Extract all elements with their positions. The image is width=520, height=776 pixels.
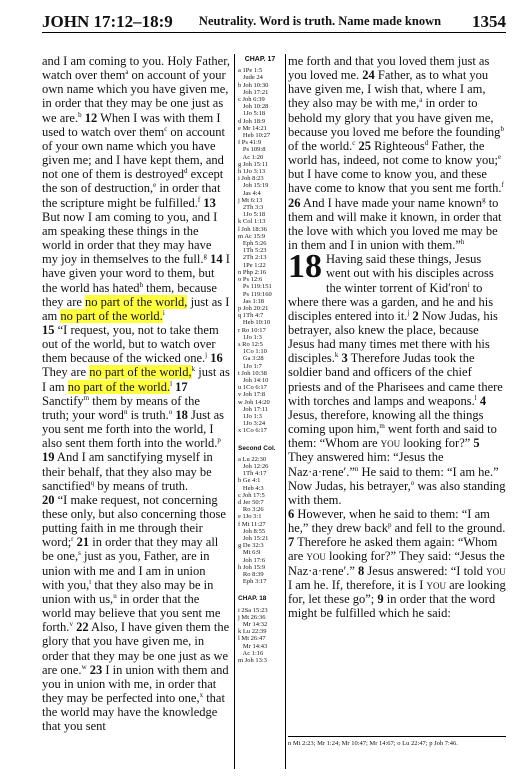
highlighted-text: no part of the world, (89, 365, 192, 380)
page-title: Neutrality. Word is truth. Name made known (198, 14, 442, 28)
cross-reference: Ps 109:8 (238, 146, 266, 154)
verse-number: 5 (473, 436, 480, 451)
highlighted-text: no part of the world. (67, 379, 171, 394)
cross-reference: Ro 8:39 (238, 571, 264, 579)
cross-reference: j Mt 6:13 (238, 196, 263, 204)
cross-reference: 1Jo 5:18 (238, 211, 266, 219)
cross-reference: a 1Pe 1:5 (238, 67, 263, 75)
cross-reference: m Ac 15:9 (238, 232, 266, 240)
cross-reference: Eph 5:26 (238, 240, 267, 248)
chapter-17-heading: CHAP. 17 (244, 56, 276, 63)
verse-number: 4 (479, 393, 487, 408)
footnote-marker: f (197, 195, 201, 204)
verse-number: 6 (288, 507, 295, 521)
cross-reference: Joh 12:26 (238, 462, 269, 470)
small-caps-text: you (380, 436, 401, 451)
footnote-marker: a (125, 68, 129, 76)
footnote-marker: r (71, 535, 74, 544)
chapter-number: 18 (288, 248, 322, 286)
footnote-marker: f (501, 181, 504, 190)
cross-reference: Ro 3:26 (238, 506, 264, 514)
footnote-marker: o (168, 407, 173, 416)
highlighted-text: no part of the world. (60, 308, 163, 323)
footnote-marker: x (199, 690, 204, 699)
cross-reference: Heb 4:3 (238, 484, 264, 492)
footnote-marker: h (460, 237, 465, 246)
footnote-marker: g (203, 252, 207, 261)
small-caps-text: you (426, 577, 446, 592)
cross-reference: w Joh 14:20 (238, 398, 270, 406)
cross-reference: q 1Th 4:7 (238, 312, 264, 320)
cross-reference: Joh 10:28 (238, 103, 269, 111)
cross-reference: 2Th 2:13 (238, 254, 267, 262)
cross-reference: Mr 14:32 (238, 621, 268, 629)
verse-number: 9 (377, 591, 384, 606)
small-caps-text: you (486, 563, 506, 578)
verse-number: 24 (362, 68, 375, 83)
footnote-marker: b (78, 110, 82, 119)
footnote-marker: l (474, 393, 477, 402)
footnote-marker: p (387, 521, 392, 529)
cross-reference: u 1Co 6:17 (238, 384, 267, 392)
cross-reference: t Joh 10:38 (238, 369, 267, 377)
chapter-reference: JOHN 17:12–18:9 (42, 12, 173, 31)
verse-number: 17 (175, 379, 188, 394)
cross-reference: f Mt 11:27 (238, 520, 266, 528)
footnote-marker: q (90, 478, 95, 487)
footnote-marker: t (89, 577, 92, 586)
cross-reference: l Mt 26:47 (238, 635, 266, 643)
cross-reference: i 2Sa 15:23 (238, 606, 268, 614)
cross-reference: e 1Jo 3:1 (238, 513, 262, 521)
verse-number: 12 (84, 110, 98, 125)
cross-reference: i Joh 8:23 (238, 175, 264, 183)
cross-reference: Joh 14:10 (238, 376, 269, 384)
footnote-marker: j (205, 351, 208, 360)
cross-reference: r Ro 10:17 (238, 326, 266, 334)
chapter-17-references (235, 67, 285, 434)
cross-reference: d Joh 18:9 (238, 117, 266, 125)
second-col-heading: Second Col. (238, 444, 276, 452)
cross-reference: 1Jo 1:3 (238, 333, 262, 341)
cross-reference: c Joh 17:5 (238, 491, 265, 499)
verse-paragraph: me forth and that you loved them just as you loved me. 24 Father, as to what you have given me, I wish that, where I am, they also may be with me,$^a$ in order to behold my glory that you have given me, because you loved me before the founding$^b$ of the world.$^c$ 25 Righteous$^d$ Father, the world has, indeed, not come to know you;$^e$ but I have come to know you, and these have come to know that you sent me forth.$^f$ 26 And I have made your name known$^g$ to them and will make it known, in order that the love with which you loved me may be in them and I in union with them.”$^h$ (288, 54, 504, 253)
footnote-marker: v (69, 620, 73, 629)
verse-number: 8 (358, 563, 365, 578)
cross-reference: Jude 24 (238, 74, 263, 82)
verse-paragraph: 18 Having said these things, Jesus went out with his disciples across the winter torrent of Kid′ron$^i$ to where there was a garden, and he and his disciples entered into it.$^j$ 2 Now Judas, his betrayer, also knew the place, because Jesus had many times met there with his disciples.$^k$ 3 Therefore Judas took the soldier band and officers of the chief priests and of the Pharisees and came there with torches and lamps and weapons.$^l$ 4 Jesus, therefore, knowing all the things coming upon him,$^m$ went forth and said to them: “Whom are you looking for?” 5 They answered him: “Jesus the Naz·a·rene′.”$^n$ He said to them: “I am he.” Now Judas, his betrayer,$^o$ was also standing with them. (288, 248, 506, 507)
cross-reference: Eph 3:17 (238, 578, 267, 586)
cross-reference: j Mt 26:36 (238, 613, 266, 621)
verse-number: 25 (358, 138, 371, 153)
cross-reference: e Mr 14:21 (238, 124, 267, 132)
cross-reference: h 1Jo 3:13 (238, 168, 266, 176)
verse-number: 18 (175, 407, 188, 422)
footnote-marker: m (83, 393, 90, 402)
footnote-marker: w (81, 662, 87, 671)
cross-reference: Ac 1:16 (238, 649, 264, 657)
page-header (42, 6, 506, 33)
footnote-marker: n (123, 407, 128, 416)
cross-reference: n Php 2:16 (238, 268, 267, 276)
footnote-marker: s (78, 549, 81, 558)
cross-reference-column (234, 54, 286, 769)
footnote-marker: c (164, 124, 168, 133)
cross-reference: Mt 6:9 (238, 549, 261, 557)
verse-paragraph: 6 However, when he said to them: “I am he,” they drew back$^p$ and fell to the ground. 7 Therefore he asked them again: “Whom are you looking for?” They said: “Jesus the Naz·a·rene′.” 8 Jesus answered: “I told you I am he. If, therefore, it is I you are looking for, let these go”; 9 in order that the word might be fulfilled which he said: (288, 507, 506, 621)
cross-reference: b Ge 4:1 (238, 477, 261, 485)
footnote-marker: i (162, 308, 165, 317)
cross-reference: Heb 10:10 (238, 319, 271, 327)
verse-number: 15 (42, 322, 55, 337)
cross-reference: x 1Co 6:17 (238, 427, 267, 435)
highlighted-text: no part of the world, (85, 294, 188, 309)
cross-reference: Jas 1:18 (238, 297, 264, 305)
footnote: n Mt 2:23; Mr 1:24; Mr 10:47; Mr 14:67; o Lu 22:47; p Joh 7:46. (288, 736, 506, 748)
verse-number: 19 (42, 450, 55, 465)
cross-reference: Ps 119:160 (238, 290, 272, 298)
footnote-marker: c (352, 138, 356, 147)
footnote-marker: i (467, 280, 470, 289)
cross-reference: 2Th 3:3 (238, 204, 264, 212)
text-column-left (42, 54, 230, 734)
page-number: 1354 (472, 12, 506, 31)
verse-paragraph: and I am coming to you. Holy Father, watch over them$^a$ on account of your own name which you have given me, in order that they may be one just as we are.$^b$ 12 When I was with them I used to watch over them$^c$ on account of your own name which you have given me; and I have kept them, and not one of them is destroyed$^d$ except the son of destruction,$^e$ in order that the scripture might be fulfilled.$^f$ 13 But now I am coming to you, and I am speaking these things in the world in order that they may have my joy in themselves to the full.$^g$ 14 I have given your word to them, but the world has hated$^h$ them, because they are no part of the world, just as I am no part of the world.$^i$ (42, 54, 231, 323)
footnote-marker: o (410, 478, 415, 487)
chapter-18-heading: CHAP. 18 (238, 595, 267, 603)
footnote-marker: e (498, 152, 502, 161)
text-column-right (288, 54, 506, 620)
chapter-18-references (235, 607, 285, 665)
footnote-marker: k (334, 351, 339, 360)
cross-reference: a Lu 22:30 (238, 455, 267, 463)
cross-reference: Joh 15:21 (238, 535, 269, 542)
verse-paragraph: 15 “I request, you, not to take them out of the world, but to watch over them because of the wicked one.$^j$ 16 They are no part of the world,$^k$ just as I am no part of the world.$^l$ 17 Sanctify$^m$ them by means of the truth; your word$^n$ is truth.$^o$ 18 Just as you sent me forth into the world, I also sent them forth into the world.$^p$ 19 And I am sanctifying myself in their behalf, that they also may be sanctified$^q$ by means of truth. (42, 322, 230, 493)
cross-reference: v Joh 17:8 (238, 391, 266, 399)
verse-number: 23 (89, 662, 103, 677)
cross-reference: Joh 15:19 (238, 182, 269, 190)
footnote-marker: e (153, 181, 157, 190)
cross-reference: 1Jo 5:18 (238, 110, 266, 118)
cross-reference: 1Pe 1:22 (238, 261, 266, 269)
footnote-marker: g (482, 195, 486, 204)
cross-reference: 1Jo 1:7 (238, 362, 262, 370)
cross-reference: 1Th 4:17 (238, 470, 267, 478)
verse-number: 7 (288, 535, 295, 550)
cross-reference: c Joh 6:39 (238, 96, 265, 104)
footnote-marker: d (184, 167, 188, 176)
footnote-marker: m (379, 421, 385, 430)
cross-reference: f Ps 41:9 (238, 139, 262, 147)
footnote-marker: d (424, 138, 429, 147)
verse-number: 16 (210, 351, 223, 366)
small-caps-text: you (306, 549, 326, 564)
footnote-marker: a (419, 96, 423, 105)
cross-reference: p Joh 20:21 (238, 304, 269, 312)
cross-reference: Joh 8:55 (238, 527, 266, 535)
cross-reference: 1Th 5:23 (238, 247, 267, 255)
verse-paragraph: 20 “I make request, not concerning these only, but also concerning those putting faith in me through their word;$^r$ 21 in order that they may all be one,$^s$ just as you, Father, are in union with me and I am in union with you,$^t$ that they also may be in union with us,$^u$ in order that the world may believe that you sent me forth.$^v$ 22 Also, I have given them the glory that you have given me, in order that they may be one just as we are one.$^w$ 23 I in union with them and you in union with me, in order that they may be perfected into one,$^x$ that the world may have the knowledge that you sent (42, 492, 230, 734)
cross-reference: Ga 3:28 (238, 355, 264, 363)
footnote-marker: j (407, 308, 410, 317)
verse-number: 20 (42, 492, 55, 507)
cross-reference: k Lu 22:39 (238, 628, 267, 636)
cross-reference: Joh 17:21 (238, 88, 269, 96)
verse-number: 13 (203, 195, 216, 210)
footnote-marker: n (354, 464, 359, 473)
cross-reference: o Ps 12:6 (238, 276, 263, 284)
cross-reference: l Joh 18:36 (238, 225, 267, 233)
cross-reference: Ps 119:151 (238, 283, 272, 291)
cross-reference: g De 32:3 (238, 542, 264, 550)
cross-reference: h Joh 15:9 (238, 563, 266, 571)
footnote-marker: h (139, 280, 144, 289)
cross-reference: g Joh 15:11 (238, 160, 269, 168)
verse-number: 14 (210, 252, 223, 267)
cross-reference: Heb 10:27 (238, 132, 271, 140)
footnote-marker: l (170, 379, 173, 388)
footnote-marker: u (113, 591, 117, 600)
cross-reference: 1Co 1:10 (238, 348, 267, 356)
footnote-marker: k (191, 365, 196, 374)
cross-reference: Jas 4:4 (238, 189, 261, 197)
cross-reference: k Col 1:13 (238, 218, 266, 226)
footnote-marker: b (500, 124, 504, 133)
cross-reference: Ac 1:20 (238, 153, 264, 161)
cross-reference: 1Jo 1:3 (238, 412, 262, 420)
cross-reference: Mr 14:43 (238, 642, 268, 650)
cross-reference: Joh 17:11 (238, 405, 269, 413)
verse-number: 21 (76, 535, 90, 550)
cross-reference: d Jer 50:7 (238, 498, 264, 506)
cross-reference: b Joh 10:30 (238, 81, 269, 89)
verse-number: 2 (412, 308, 419, 323)
verse-number: 22 (76, 620, 89, 635)
cross-reference: Joh 17:6 (238, 556, 266, 564)
second-col-references (235, 456, 285, 586)
cross-reference: s Ro 12:5 (238, 340, 263, 348)
verse-number: 3 (341, 351, 348, 366)
verse-number: 26 (288, 195, 301, 210)
footnote-marker: p (217, 436, 221, 445)
cross-reference: m Joh 13:3 (238, 657, 267, 665)
cross-reference: 1Jo 3:24 (238, 420, 266, 428)
